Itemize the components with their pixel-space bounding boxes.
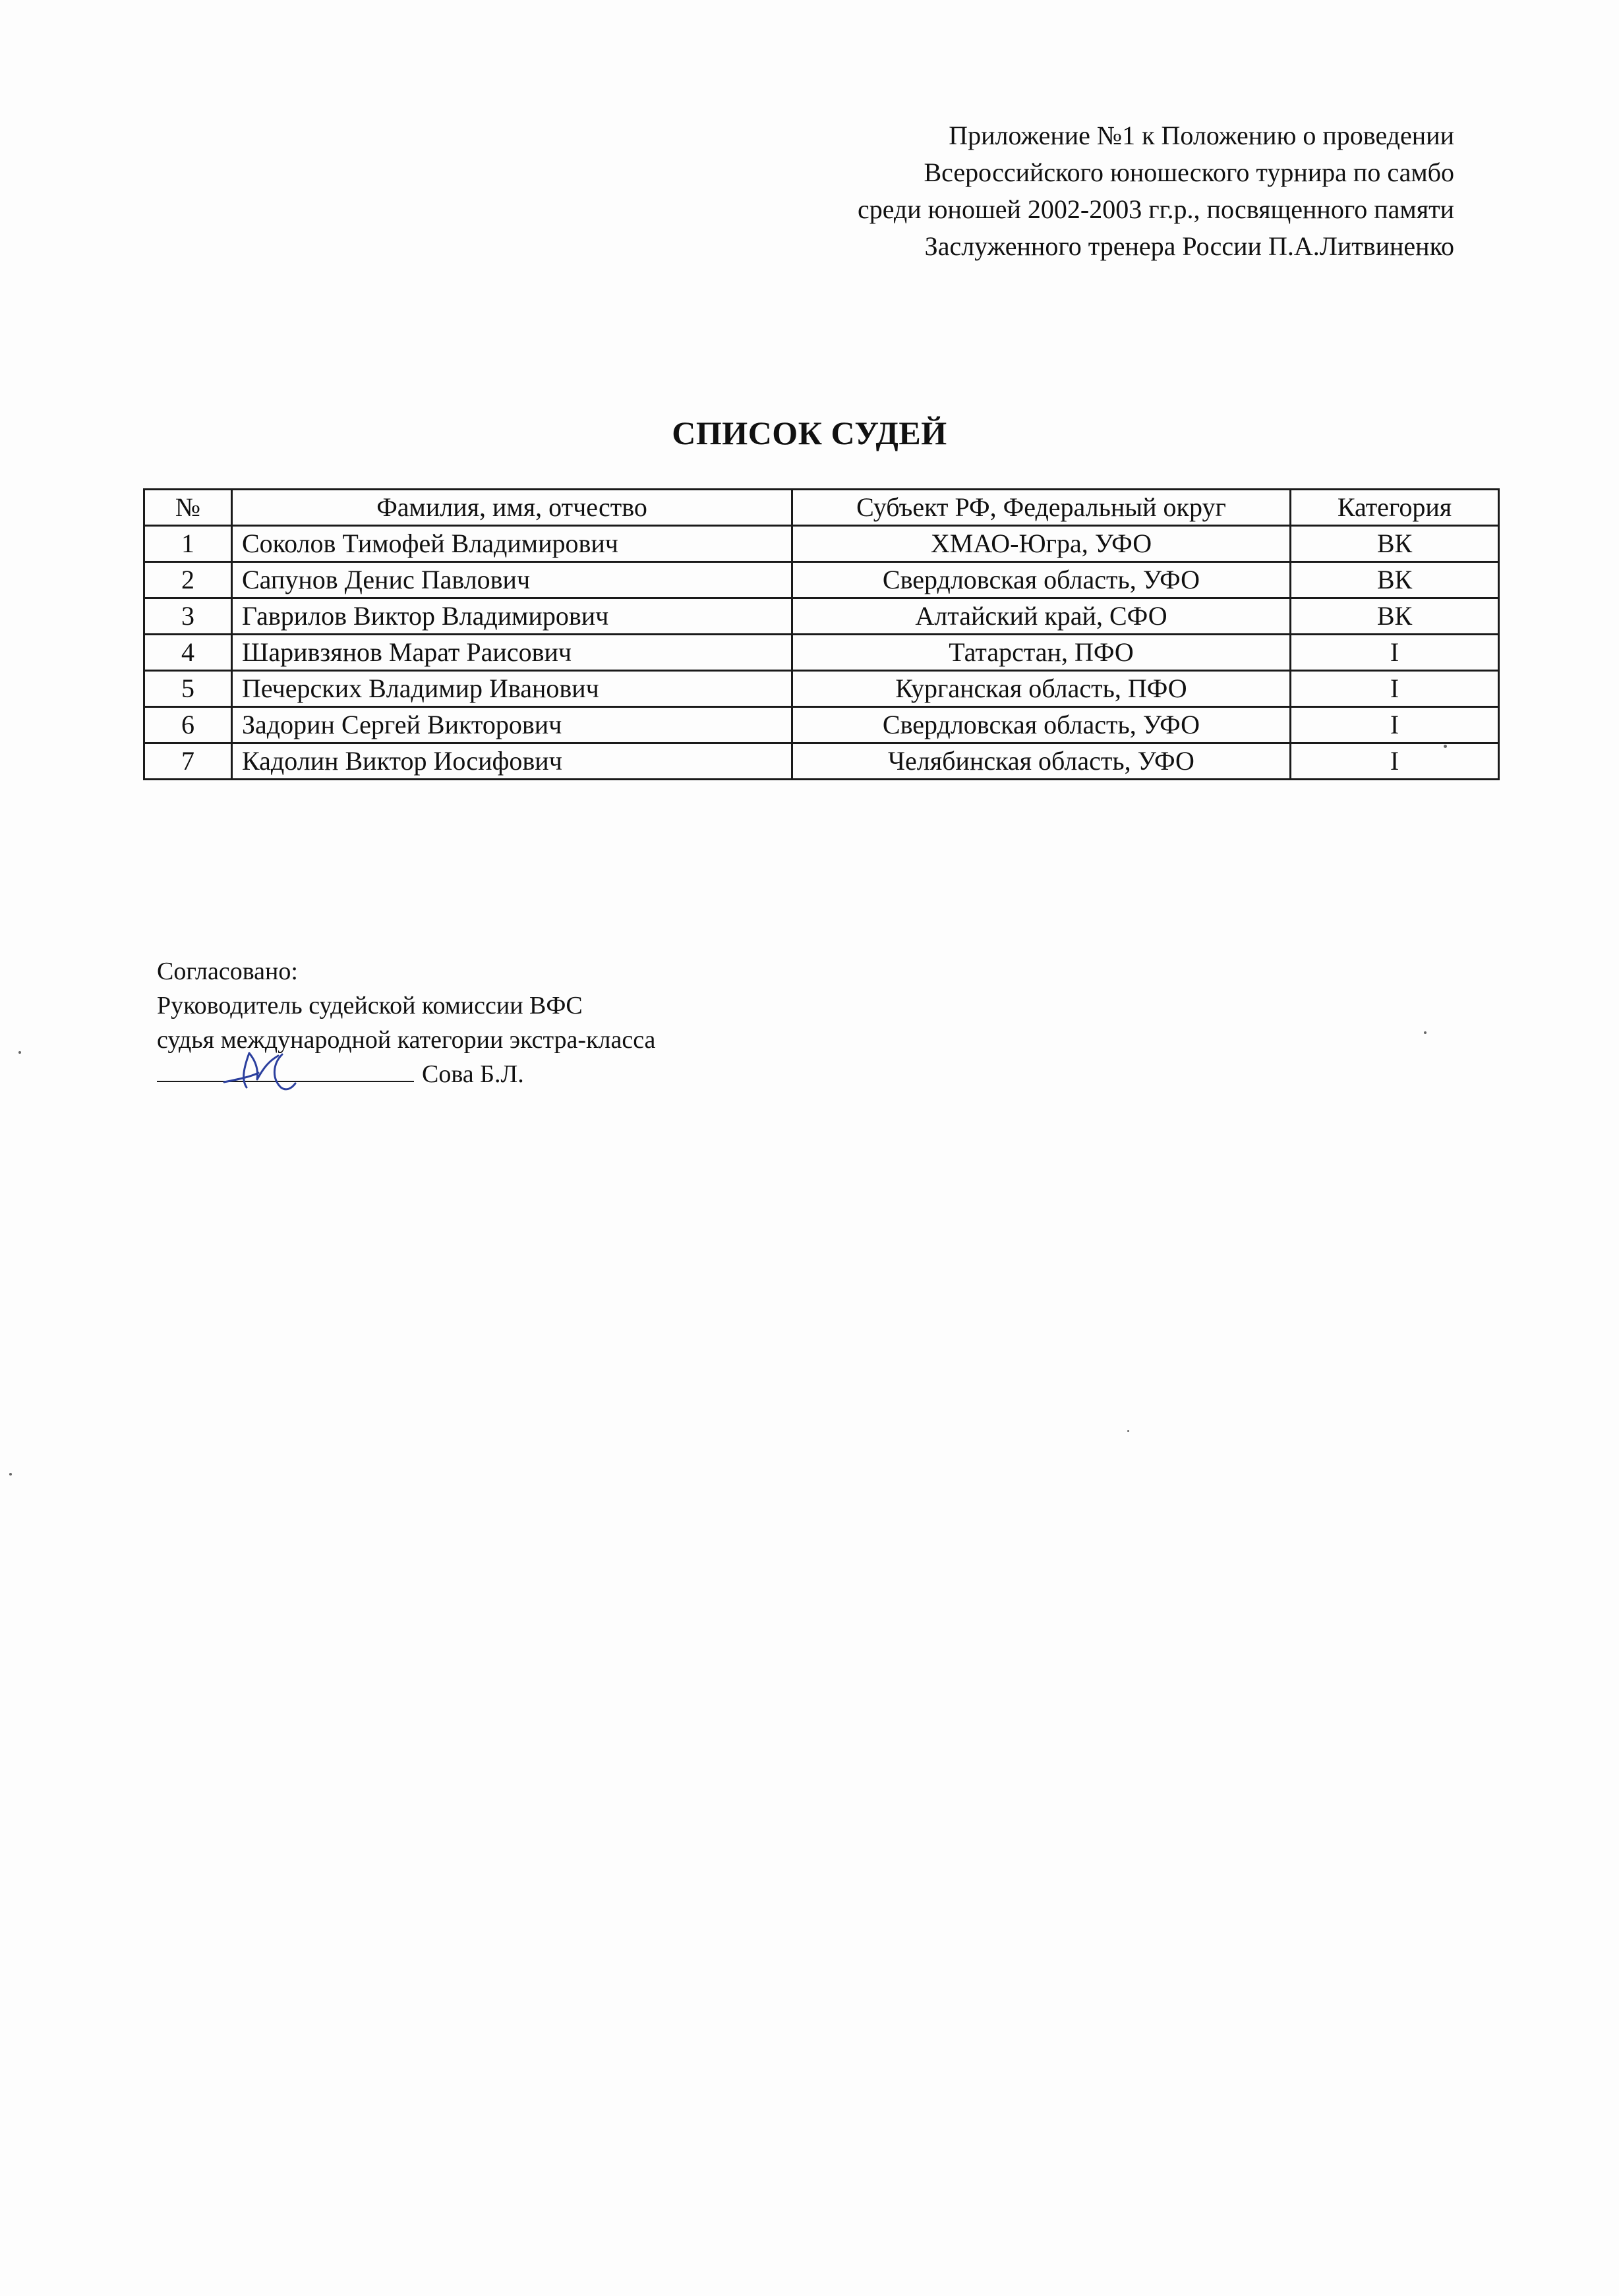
row-number: 3 (144, 598, 232, 635)
row-number: 1 (144, 526, 232, 562)
table-row (144, 671, 1499, 707)
table-row (144, 743, 1499, 780)
table-row (144, 526, 1499, 562)
judge-region: ХМАО-Югра, УФО (792, 526, 1291, 562)
judge-category: I (1291, 635, 1499, 671)
judge-region: Челябинская область, УФО (792, 743, 1291, 780)
judge-category: ВК (1291, 562, 1499, 598)
scan-speck (18, 1051, 21, 1054)
scan-speck (1444, 745, 1447, 748)
judge-name: Кадолин Виктор Иосифович (232, 743, 792, 780)
judge-region: Алтайский край, СФО (792, 598, 1291, 635)
header-category: Категория (1291, 490, 1499, 526)
judge-region: Курганская область, ПФО (792, 671, 1291, 707)
annex-line-4: Заслуженного тренера России П.А.Литвиненко (924, 231, 1454, 261)
table-row (144, 562, 1499, 598)
row-number: 2 (144, 562, 232, 598)
scan-speck (1424, 1031, 1427, 1034)
row-number: 7 (144, 743, 232, 780)
row-number: 6 (144, 707, 232, 743)
judge-region: Свердловская область, УФО (792, 562, 1291, 598)
judge-name: Сапунов Денис Павлович (232, 562, 792, 598)
judge-name: Печерских Владимир Иванович (232, 671, 792, 707)
judge-name: Гаврилов Виктор Владимирович (232, 598, 792, 635)
judge-category: I (1291, 707, 1499, 743)
judge-category: I (1291, 743, 1499, 780)
header-region: Субъект РФ, Федеральный округ (792, 490, 1291, 526)
approver-rank: судья международной категории экстра-класса (157, 1026, 656, 1054)
annex-header (858, 117, 1454, 265)
header-number: № (144, 490, 232, 526)
judges-table (143, 488, 1500, 780)
judge-category: I (1291, 671, 1499, 707)
judge-name: Соколов Тимофей Владимирович (232, 526, 792, 562)
annex-line-1: Приложение №1 к Положению о проведении (949, 121, 1454, 150)
judge-region: Свердловская область, УФО (792, 707, 1291, 743)
signer-name: Сова Б.Л. (422, 1060, 524, 1088)
header-full-name: Фамилия, имя, отчество (232, 490, 792, 526)
judge-name: Задорин Сергей Викторович (232, 707, 792, 743)
row-number: 5 (144, 671, 232, 707)
judge-category: ВК (1291, 526, 1499, 562)
judge-name: Шаривзянов Марат Раисович (232, 635, 792, 671)
row-number: 4 (144, 635, 232, 671)
table-row (144, 707, 1499, 743)
annex-line-2: Всероссийского юношеского турнира по самбо (924, 158, 1454, 187)
approval-label: Согласовано: (157, 958, 298, 985)
document-title: СПИСОК СУДЕЙ (672, 415, 947, 451)
judge-region: Татарстан, ПФО (792, 635, 1291, 671)
handwritten-signature (218, 1041, 323, 1101)
table-row (144, 598, 1499, 635)
judge-category: ВК (1291, 598, 1499, 635)
table-row (144, 635, 1499, 671)
table-header-row (144, 490, 1499, 526)
approver-position: Руководитель судейской комиссии ВФС (157, 992, 583, 1019)
scan-speck (9, 1473, 12, 1476)
annex-line-3: среди юношей 2002-2003 гг.р., посвященного памяти (857, 194, 1454, 224)
scan-speck (1127, 1430, 1129, 1432)
